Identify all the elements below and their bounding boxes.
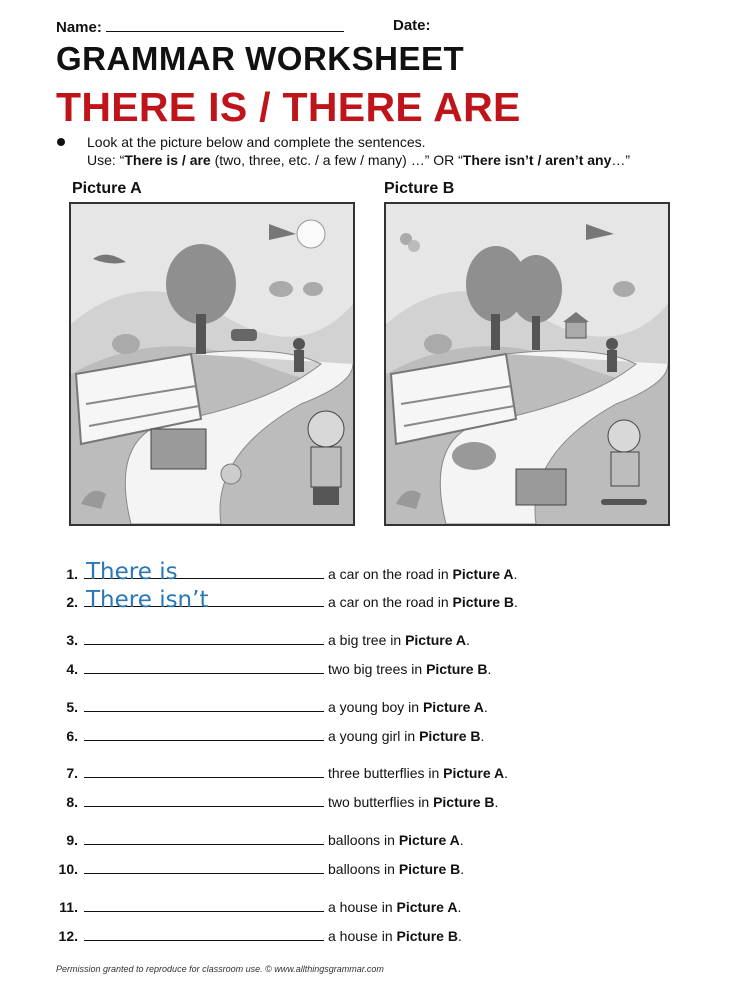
picture-a-illustration: [71, 204, 353, 524]
bullet-icon: [57, 138, 65, 146]
question-2: 2. There isn’t a car on the road in Picture B.: [66, 587, 518, 613]
question-10: 10. balloons in Picture B.: [58, 861, 465, 877]
answer-blank[interactable]: [84, 763, 324, 778]
answer-blank[interactable]: [84, 697, 324, 712]
man-walking-icon: [606, 338, 618, 350]
answer-blank[interactable]: [84, 792, 324, 807]
handwritten-answer: There isn’t: [86, 587, 209, 613]
instructions: [57, 133, 630, 169]
question-1: 1. There is a car on the road in Picture A.: [66, 559, 518, 585]
answer-blank[interactable]: [84, 726, 324, 741]
boy-icon: [308, 411, 344, 447]
picnic-basket-icon: [516, 469, 566, 505]
question-8: 8. two butterflies in Picture B.: [66, 794, 499, 810]
butterfly-icon-2: [112, 334, 140, 354]
picnic-basket-icon: [151, 429, 206, 469]
footer-credit: Permission granted to reproduce for classroom use. © www.allthingsgrammar.com: [56, 964, 384, 974]
picture-a: [69, 202, 355, 526]
answer-blank[interactable]: [84, 659, 324, 674]
question-3: 3. a big tree in Picture A.: [66, 632, 470, 648]
picture-b: [384, 202, 670, 526]
skateboard-icon: [601, 499, 647, 505]
name-label: Name:: [56, 19, 102, 36]
answer-blank[interactable]: [84, 926, 324, 941]
answer-blank[interactable]: [84, 897, 324, 912]
worksheet-title: GRAMMAR WORKSHEET: [56, 40, 465, 77]
car-icon: [231, 329, 257, 341]
topic-title: THERE IS / THERE ARE: [56, 84, 521, 130]
answer-blank[interactable]: [84, 630, 324, 645]
big-tree-icon: [166, 244, 236, 324]
picture-a-label: Picture A: [72, 180, 142, 197]
handwritten-answer: There is: [86, 559, 178, 585]
question-7: 7. three butterflies in Picture A.: [66, 765, 509, 781]
question-5: 5. a young boy in Picture A.: [66, 699, 488, 715]
answer-blank[interactable]: [84, 859, 324, 874]
house-icon: [566, 322, 586, 338]
picture-b-illustration: [386, 204, 668, 524]
instruction-line-1: Look at the picture below and complete the sentences.: [87, 134, 426, 150]
butterfly-icon: [613, 281, 635, 297]
man-walking-icon: [293, 338, 305, 350]
balloon-icon-2: [408, 240, 420, 252]
name-blank[interactable]: [106, 17, 344, 32]
butterfly-icon: [269, 281, 293, 297]
question-12: 12. a house in Picture B.: [58, 928, 462, 944]
girl-icon: [608, 420, 640, 452]
butterfly-icon-2: [424, 334, 452, 354]
rabbit-icon: [221, 464, 241, 484]
question-6: 6. a young girl in Picture B.: [66, 728, 485, 744]
sun-icon: [297, 220, 325, 248]
answer-blank[interactable]: [84, 830, 324, 845]
big-tree-icon-2: [510, 255, 562, 323]
instruction-line-2: Use: “There is / are (two, three, etc. / a few / many) …” OR “There isn’t / aren’t any…”: [87, 152, 631, 168]
cat-icon: [452, 442, 496, 470]
picture-b-label: Picture B: [384, 180, 455, 197]
question-9: 9. balloons in Picture A.: [66, 832, 464, 848]
question-4: 4. two big trees in Picture B.: [66, 661, 492, 677]
name-field: [56, 17, 344, 36]
butterfly-icon-3: [303, 282, 323, 296]
date-field: [393, 17, 431, 34]
date-label: Date:: [393, 17, 431, 34]
question-11: 11. a house in Picture A.: [59, 899, 462, 915]
